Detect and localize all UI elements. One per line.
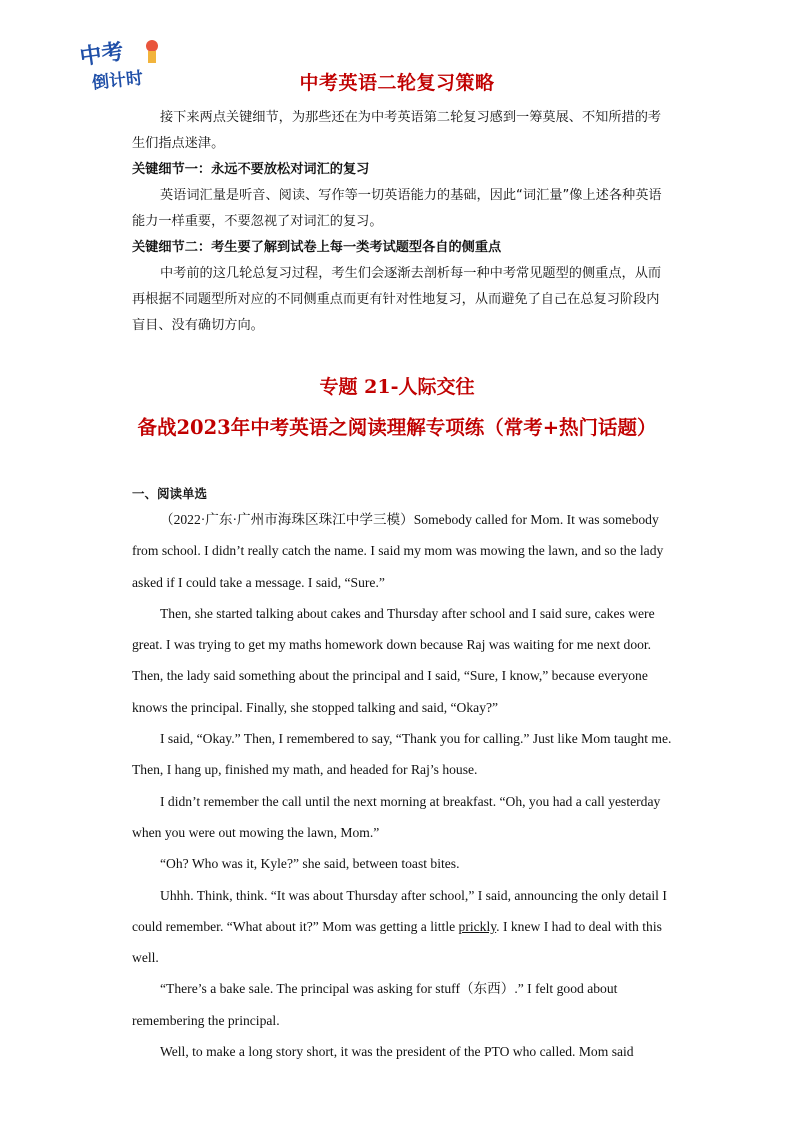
logo-decoration — [148, 51, 156, 63]
intro-paragraph: 接下来两点关键细节，为那些还在为中考英语第二轮复习感到一筹莫展、不知所措的考生们指点迷津。 — [132, 110, 662, 151]
intro-block — [132, 105, 672, 339]
logo-decoration — [146, 40, 158, 52]
key-point-heading: 关键细节一：永远不要放松对词汇的复习 — [132, 162, 370, 177]
passage-paragraph: （2022·广东·广州市海珠区珠江中学三模）Somebody called for Mom. It was somebody from school. I didn’t really catch the name. I said my mom was mowing the lawn, and so the lady asked if I could take a message. I said, “Sure.” — [132, 512, 664, 590]
underlined-word: prickly — [458, 918, 497, 934]
sub-title: 备战2023年中考英语之阅读理解专项练（常考+热门话题） — [137, 416, 657, 439]
topic-title: 专题 21-人际交往 — [319, 376, 475, 398]
page-title: 中考英语二轮复习策略 — [299, 72, 495, 94]
passage-paragraph: I didn’t remember the call until the next morning at breakfast. “Oh, you had a call yesterday when you were out mowing the lawn, Mom.” — [132, 793, 661, 840]
key-point-heading: 关键细节二：考生要了解到试卷上每一类考试题型各自的侧重点 — [132, 240, 502, 255]
passage-paragraph: “Oh? Who was it, Kyle?” she said, between toast bites. — [160, 856, 460, 872]
logo-text-bottom: 倒计时 — [91, 68, 145, 92]
section-label: 一、阅读单选 — [132, 486, 208, 501]
intro-paragraph: 英语词汇量是听音、阅读、写作等一切英语能力的基础，因此“词汇量”像上述各种英语能力一样重要，不要忽视了对词汇的复习。 — [132, 188, 662, 229]
logo-text-top: 中考 — [78, 39, 126, 71]
passage-paragraph: “There’s a bake sale. The principal was asking for stuff（东西）.” I felt good about remembering the principal. — [132, 981, 618, 1028]
passage-paragraph — [132, 880, 672, 974]
reading-passage — [132, 504, 672, 1067]
passage-text: . I knew I had to deal with this well. — [132, 918, 662, 966]
passage-paragraph: Then, she started talking about cakes and Thursday after school and I said sure, cakes were great. I was trying to get my maths homework down because Raj was waiting for me next door. Then, the lady said something about the principal and I said, “Sure, I know,” because everyone knows the principal. Finally, she stopped talking and said, “Okay?” — [132, 605, 655, 715]
passage-paragraph: Well, to make a long story short, it was the president of the PTO who called. Mom said — [160, 1044, 634, 1060]
intro-paragraph: 中考前的这几轮总复习过程，考生们会逐渐去剖析每一种中考常见题型的侧重点，从而再根据不同题型所对应的不同侧重点而更有针对性地复习，从而避免了自己在总复习阶段内盲目、没有确切方向。 — [132, 266, 662, 333]
passage-paragraph: I said, “Okay.” Then, I remembered to say, “Thank you for calling.” Just like Mom taught me. Then, I hang up, finished my math, and headed for Raj’s house. — [132, 731, 672, 778]
passage-text: Uhhh. Think, think. “It was about Thursday after school,” I said, announcing the only detail I could remember. “What about it?” Mom was getting a little — [132, 887, 667, 934]
